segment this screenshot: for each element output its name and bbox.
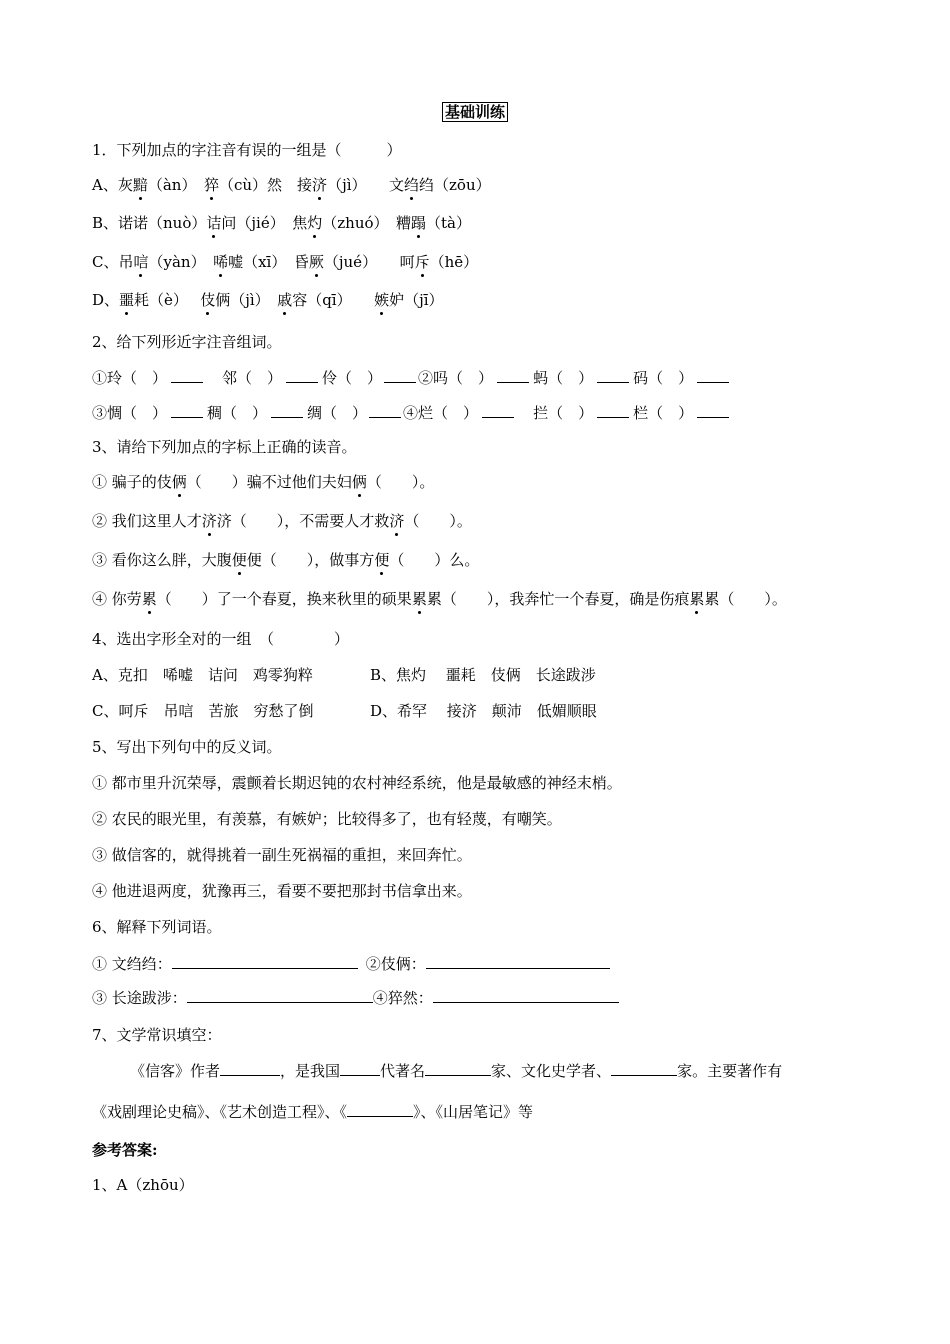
q6-answer-blank-3 [187,988,373,1003]
q5-item-2: ② 农民的眼光里，有羡慕，有嫉妒；比较得多了，也有轻蔑，有嘲笑。 [92,810,562,828]
q4-option-c: C、呵斥 吊唁 苦旅 穷愁了倒 [92,702,314,720]
q3-item-4: ④ 你劳累（ ）了一个春夏，换来秋里的硕果累累（ ），我奔忙一个春夏，确是伤痕累累（ ）。 [92,590,787,608]
q4-option-a: A、克扣 唏嘘 诘问 鸡零狗粹 [92,666,313,684]
q2-row2: ③惆（ ） 稠（ ） 绸（ ） ④烂（ ） 拦（ ） 栏（ ） [92,403,733,423]
q7-stem: 7、文学常识填空： [92,1026,222,1044]
q2-stem: 2、给下列形近字注音组词。 [92,333,282,351]
q6-row-1: ① 文绉绉： ②伎俩： [92,954,610,974]
q1-option-b: B、诺诺（nuò）诘问（jié） 焦灼（zhuó） 糟蹋（tà） [92,214,472,232]
q5-item-3: ③ 做信客的，就得挑着一副生死祸福的重担，来回奔忙。 [92,846,472,864]
q3-item-1: ① 骗子的伎俩（ ）骗不过他们夫妇俩（ ）。 [92,473,435,491]
q6-row-2: ③ 长途跋涉： ④猝然： [92,988,619,1008]
q4-option-d: D、希罕 接济 颠沛 低媚顺眼 [370,702,597,720]
q1-option-d: D、噩耗（è） 伎俩（jì） 戚容（qī） 嫉妒（jī） [92,291,444,309]
q1-option-a: A、灰黯（àn） 猝（cù）然 接济（jì） 文绉绉（zōu） [92,176,491,194]
q5-item-4: ④ 他进退两度，犹豫再三，看要不要把那封书信拿出来。 [92,882,472,900]
page-title [0,102,950,122]
q6-answer-blank-2 [426,954,610,969]
q5-stem: 5、写出下列句中的反义词。 [92,738,282,756]
q5-item-1: ① 都市里升沉荣辱，震颤着长期迟钝的农村神经系统，他是最敏感的神经末梢。 [92,774,622,792]
q6-answer-blank-4 [433,988,619,1003]
q1-stem: 1．下列加点的字注音有误的一组是（ ） [92,141,402,159]
q4-option-b: B、焦灼 噩耗 伎俩 长途跋涉 [370,666,596,684]
q6-stem: 6、解释下列词语。 [92,918,222,936]
q3-item-3: ③ 看你这么胖，大腹便便（ ），做事方便（ ）么。 [92,551,480,569]
title-text: 基础训练 [442,102,508,122]
q4-stem: 4、选出字形全对的一组 （ ） [92,630,350,648]
q1-option-c: C、吊唁（yàn） 唏嘘（xī） 昏厥（jué） 呵斥（hē） [92,253,479,271]
answer-1: 1、A（zhōu） [92,1176,194,1194]
q6-answer-blank-1 [172,954,358,969]
answers-heading: 参考答案: [92,1141,158,1159]
q3-stem: 3、请给下列加点的字标上正确的读音。 [92,438,357,456]
q2-row1: ①玲（ ） 邻（ ） 伶（ ） ②吗（ ） 蚂（ ） 码（ ） [92,368,733,388]
q7-para-1: 《信客》作者 ，是我国 代著名 家、文化史学者、 家。主要著作有 [130,1062,783,1080]
q3-item-2: ② 我们这里人才济济（ ），不需要人才救济（ ）。 [92,512,472,530]
q7-para-2: 《戏剧理论史稿》、《艺术创造工程》、《 》、《山居笔记》等 [92,1103,534,1121]
